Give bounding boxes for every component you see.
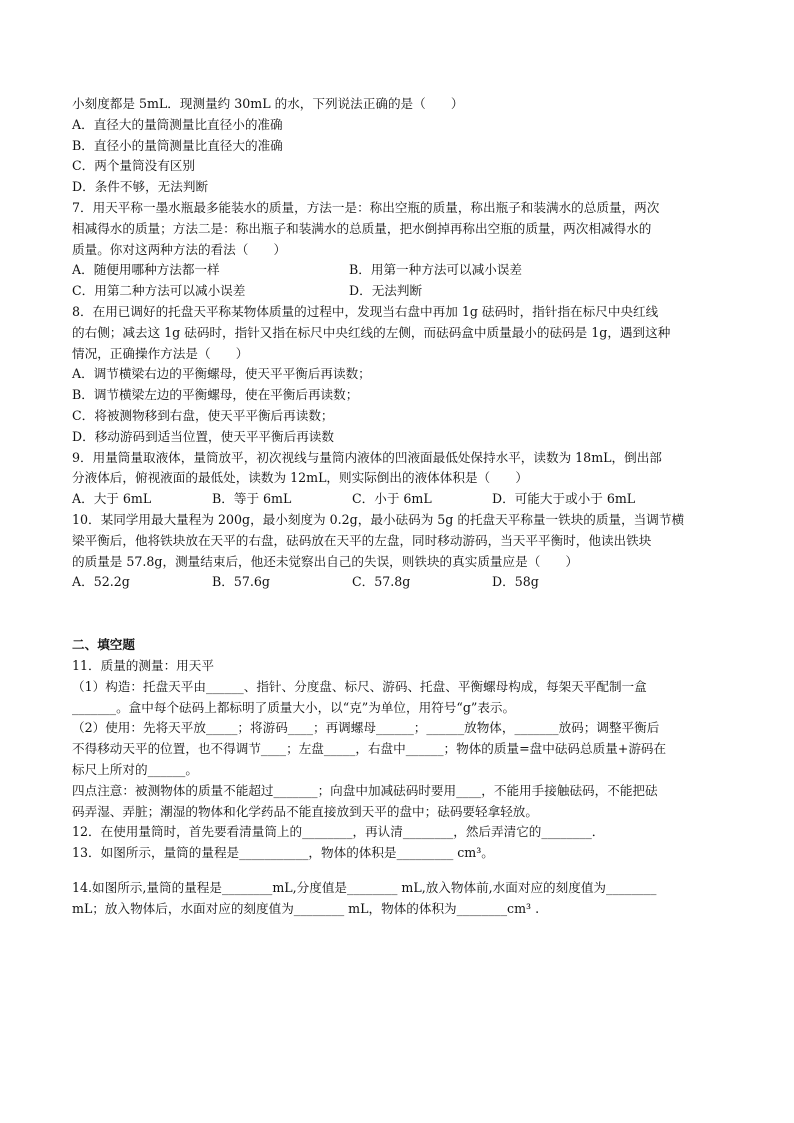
q7-option-c: C．用第二种方法可以减小误差 (72, 283, 246, 299)
q8-option-b: B．调节横梁左边的平衡螺母，使在平衡后再读数； (72, 387, 359, 403)
q7-options-row-2 (72, 281, 724, 302)
q11-line-1: 11．质量的测量：用天平 (72, 657, 214, 673)
q11-line-7: 四点注意：被测物体的质量不能超过_______；向盘中加减砝码时要用____，不能用手接触砝码，不能把砝 (72, 782, 658, 798)
q10-option-d: D．58g (492, 574, 539, 590)
q11-line-4: （2）使用：先将天平放_____；将游码____；再调螺母______；______放物体，_______放码；调整平衡后 (72, 720, 660, 736)
q11-line-2: （1）构造：托盘天平由______、指针、分度盘、标尺、游码、托盘、平衡螺母构成，每架天平配制一盒 (72, 678, 647, 694)
q7-option-d: D．无法判断 (349, 283, 423, 299)
q8-stem-line-1: 8．在用已调好的托盘天平称某物体质量的过程中，发现当右盘中再加 1g 砝码时，指针指在标尺中央红线 (72, 303, 659, 319)
q9-option-d: D．可能大于或小于 6mL (492, 491, 636, 507)
q9-stem-line-2: 分液体后，俯视液面的最低处，读数为 12mL，则实际倒出的液体体积是（ ） (72, 470, 528, 486)
q14-line-2: mL；放入物体后，水面对应的刻度值为________ mL，物体的体积为________cm³ . (72, 900, 540, 916)
q10-stem-line-3: 的质量是 57.8g，测量结束后，他还未觉察出自己的失误，则铁块的真实质量应是（ ） (72, 553, 579, 569)
q11-line-5: 不得移动天平的位置，也不得调节____；左盘_____，右盘中______；物体的质量=盘中砝码总质量+游码在 (72, 741, 667, 757)
q7-options-row-1 (72, 260, 724, 281)
q8-stem-line-3: 情况，正确操作方法是（ ） (72, 345, 249, 361)
q10-stem-line-2: 梁平衡后，他将铁块放在天平的右盘，砝码放在天平的左盘，同时移动游码，当天平平衡时，他读出铁块 (72, 532, 652, 548)
q12-text: 12．在使用量筒时，首先要看清量筒上的________，再认清________，然后弄清它的________． (72, 824, 605, 840)
q8-option-a: A．调节横梁右边的平衡螺母，使天平平衡后再读数； (72, 366, 371, 382)
q6-option-a: A．直径大的量筒测量比直径小的准确 (72, 116, 283, 132)
q11-line-8: 码弄湿、弄脏；潮湿的物体和化学药品不能直接放到天平的盘中；砝码要轻拿轻放。 (72, 803, 538, 819)
q6-option-c: C．两个量筒没有区别 (72, 158, 195, 174)
document-page (72, 94, 724, 919)
q10-options-row (72, 572, 724, 593)
q8-option-c: C．将被测物移到右盘，使天平平衡后再读数； (72, 407, 334, 423)
q10-stem-line-1: 10．某同学用最大量程为 200g，最小刻度为 0.2g，最小砝码为 5g 的托盘天平称量一铁块的质量，当调节横 (72, 511, 685, 527)
q7-option-a: A．随便用哪种方法都一样 (72, 262, 220, 278)
q9-options-row (72, 489, 724, 510)
q9-option-c: C．小于 6mL (352, 491, 432, 507)
q8-stem-line-2: 的右侧；减去这 1g 砝码时，指针又指在标尺中央红线的左侧，而砝码盒中质量最小的砝码是 1g，遇到这种 (72, 324, 671, 340)
q13-text: 13．如图所示，量筒的量程是___________，物体的体积是_________ cm³。 (72, 845, 494, 861)
q11-line-3: _______。盒中每个砝码上都标明了质量大小，以“克”为单位，用符号“g”表示。 (72, 699, 516, 715)
q10-option-b: B．57.6g (212, 574, 270, 590)
q7-stem-line-2: 相减得水的质量；方法二是：称出瓶子和装满水的总质量，把水倒掉再称出空瓶的质量，两次相减得水的 (72, 220, 652, 236)
section-title-fill-in: 二、填空题 (72, 637, 135, 653)
q6-option-d: D．条件不够，无法判断 (72, 179, 209, 195)
q14-line-1: 14.如图所示,量筒的量程是________mL,分度值是________ mL,放入物体前,水面对应的刻度值为________ (72, 879, 657, 895)
q7-option-b: B．用第一种方法可以减小误差 (349, 262, 522, 278)
q11-line-6: 标尺上所对的______。 (72, 761, 198, 777)
q9-stem-line-1: 9．用量筒量取液体，量筒放平，初次视线与量筒内液体的凹液面最低处保持水平，读数为 18mL，倒出部 (72, 449, 662, 465)
q6-stem: 小刻度都是 5mL．现测量约 30mL 的水，下列说法正确的是（ ） (72, 96, 464, 111)
q9-option-b: B．等于 6mL (212, 491, 292, 507)
q10-option-c: C．57.8g (352, 574, 411, 590)
q7-stem-line-3: 质量。你对这两种方法的看法（ ） (72, 241, 287, 257)
q9-option-a: A．大于 6mL (72, 491, 152, 507)
q6-option-b: B．直径小的量筒测量比直径大的准确 (72, 137, 283, 153)
q7-stem-line-1: 7．用天平称一墨水瓶最多能装水的质量，方法一是：称出空瓶的质量，称出瓶子和装满水的总质量，两次 (72, 199, 660, 215)
q10-option-a: A．52.2g (72, 574, 130, 590)
q8-option-d: D．移动游码到适当位置，使天平平衡后再读数 (72, 428, 334, 444)
